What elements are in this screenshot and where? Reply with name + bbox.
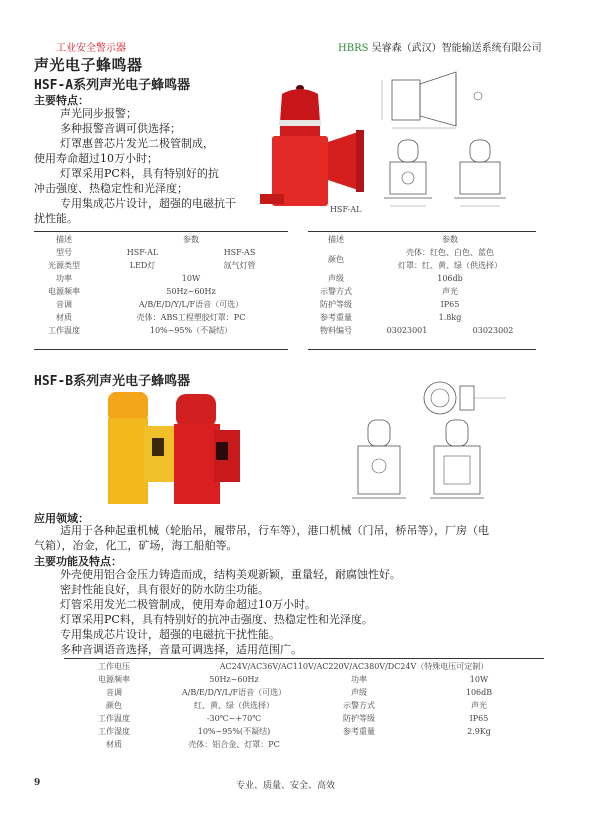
table-row	[64, 660, 544, 673]
table-cell: 型号	[56, 248, 72, 257]
table-cell: 壳体：红色、白色、蓝色	[406, 248, 494, 257]
table-cell: HSF-AS	[223, 248, 256, 257]
table-header-row	[34, 233, 288, 246]
table-cell: 1.8kg	[438, 313, 462, 322]
table-cell: 防护等级	[320, 300, 352, 309]
table-cell: 10W	[181, 274, 201, 283]
footer-slogan: 专业、质量、安全、高效	[236, 781, 336, 791]
hsf-b-front-drawing	[344, 416, 414, 506]
table-row	[64, 673, 544, 686]
table-cell: 功率	[56, 274, 72, 283]
table-cell: 工作温度	[98, 714, 130, 723]
feature-line: 灯管采用发光二极管制成，使用寿命超过10万小时。	[60, 598, 316, 611]
table-cell: IP65	[440, 300, 460, 309]
section-b-features	[34, 567, 554, 657]
table-cell	[304, 738, 414, 751]
hsf-a-side-drawing	[380, 66, 498, 134]
feature-line: 使用寿命超过10万小时；	[34, 152, 158, 165]
application-line: 气箱），冶金，化工，矿场，海工船舶等。	[34, 539, 238, 552]
feature-line: 外壳使用铝合金压力铸造而成，结构美观新颖，重量轻，耐腐蚀性好。	[60, 568, 401, 581]
hsf-a-front-drawing	[380, 136, 440, 216]
table-cell: 03023001	[386, 326, 428, 335]
table-row	[34, 285, 288, 298]
hsf-b-side-drawing	[424, 416, 494, 506]
page-title: 声光电子蜂鸣器	[34, 56, 143, 74]
table-cell: HSF-AL	[126, 248, 159, 257]
feature-line: 多种报警音调可供选择；	[60, 122, 181, 135]
feature-line: 密封性能良好，具有很好的防水防尘功能。	[60, 583, 269, 596]
table-cell: 音调	[106, 688, 122, 697]
product-caption: HSF-AL	[330, 205, 362, 214]
section-a-features-heading: 主要特点：	[34, 94, 89, 107]
table-row	[64, 686, 544, 699]
table-cell: 声级	[351, 688, 367, 697]
table-cell: 光源类型	[48, 261, 80, 270]
table-header-cell: 参数	[183, 235, 199, 244]
table-row	[64, 699, 544, 712]
table-cell: 电源频率	[98, 675, 130, 684]
table-header-cell: 参数	[442, 235, 458, 244]
application-text	[34, 523, 562, 553]
table-row	[308, 272, 536, 285]
header-company	[338, 39, 542, 54]
table-cell: 材质	[106, 740, 122, 749]
table-row	[34, 324, 288, 337]
hsf-b-product-image	[104, 390, 246, 508]
header-category: 工业安全警示器	[56, 43, 126, 54]
table-cell: 106db	[437, 274, 463, 283]
table-cell: 声光	[442, 287, 458, 296]
feature-line: 灯罩采用PC料，具有特别好的抗	[60, 167, 219, 180]
application-heading: 应用领域：	[34, 512, 89, 525]
hsf-al-product-image	[252, 82, 372, 212]
table-cell: 工作湿度	[98, 727, 130, 736]
table-cell: -30℃~+70℃	[206, 714, 262, 723]
section-b-title: HSF-B系列声光电子蜂鸣器	[34, 374, 191, 389]
table-row	[34, 298, 288, 311]
table-cell: 壳体：ABS工程塑胶灯罩：PC	[136, 313, 246, 322]
table-row	[34, 311, 288, 324]
table-row	[64, 725, 544, 738]
spec-table-a-left	[34, 233, 288, 337]
table-cell: 音调	[56, 300, 72, 309]
feature-line: 专用集成芯片设计，超强的电磁抗干扰性能。	[60, 628, 280, 641]
table-row	[34, 272, 288, 285]
table-cell: 2.9Kg	[467, 727, 491, 736]
table-cell: 10%~95%(不凝结)	[197, 727, 271, 736]
table-cell: AC24V/AC36V/AC110V/AC220V/AC380V/DC24V（特殊电压可定制）	[219, 662, 489, 671]
table-cell: A/B/E/D/Y/L/F语音（可选）	[138, 300, 244, 309]
table-cell: 颜色	[106, 701, 122, 710]
spec-table-a-right	[308, 233, 536, 337]
table-row	[64, 712, 544, 725]
spec-table-b	[64, 660, 544, 751]
table-cell	[414, 738, 544, 751]
section-a-features	[34, 106, 264, 226]
table-cell: 材质	[56, 313, 72, 322]
table-cell: 防护等级	[343, 714, 375, 723]
table-cell: 电源频率	[48, 287, 80, 296]
table-cell: 示警方式	[320, 287, 352, 296]
table-row	[64, 738, 544, 751]
table-row	[308, 311, 536, 324]
table-cell: 106dB	[465, 688, 493, 697]
feature-line: 扰性能。	[34, 212, 78, 225]
table-cell: 工作电压	[98, 662, 130, 671]
table-cell: 功率	[351, 675, 367, 684]
table-cell: IP65	[469, 714, 489, 723]
hsf-b-top-drawing	[412, 378, 512, 416]
table-cell: LED灯	[129, 261, 156, 270]
table-cell: 声级	[328, 274, 344, 283]
section-a-title: HSF-A系列声光电子蜂鸣器	[34, 78, 191, 93]
table-cell: 50Hz~60Hz	[209, 675, 259, 684]
table-cell: 示警方式	[343, 701, 375, 710]
table-cell: 50Hz~60Hz	[166, 287, 216, 296]
hsf-a-rear-drawing	[450, 136, 512, 216]
table-row	[308, 246, 536, 259]
table-cell: 参考重量	[320, 313, 352, 322]
table-cell: A/B/E/D/Y/L/F语音（可选）	[181, 688, 287, 697]
section-b-features-heading: 主要功能及特点：	[34, 555, 122, 568]
feature-line: 声光同步报警；	[60, 107, 137, 120]
table-cell: 颜色	[328, 254, 344, 264]
table-header-cell: 描述	[328, 235, 344, 244]
table-cell: 工作温度	[48, 326, 80, 335]
table-cell: 物料编号	[320, 326, 352, 335]
feature-line: 灯罩惠普芯片发光二极管制成，	[60, 137, 214, 150]
table-cell: 氙气灯管	[223, 261, 256, 270]
table-row	[34, 259, 288, 272]
table-header-cell: 描述	[56, 235, 72, 244]
table-cell: 10%~95%（不凝结）	[149, 326, 233, 335]
table-row	[308, 324, 536, 337]
table-header-row	[308, 233, 536, 246]
feature-line: 专用集成芯片设计，超强的电磁抗干	[60, 197, 236, 210]
brand-logo-text: HBRS	[338, 43, 369, 54]
company-name: 吴睿森（武汉）智能输送系统有限公司	[368, 43, 542, 54]
table-cell: 红、黄、绿（供选择）	[194, 701, 274, 710]
table-cell: 壳体：铝合金、灯罩：PC	[188, 740, 280, 749]
application-line: 适用于各种起重机械（轮胎吊，履带吊，行车等），港口机械（门吊，桥吊等），厂房（电	[60, 524, 489, 537]
page-number: 9	[34, 778, 41, 788]
table-cell: 03023002	[472, 326, 514, 335]
feature-line: 冲击强度、热稳定性和光泽度；	[34, 182, 188, 195]
table-cell: 灯罩：红、黄、绿（供选择）	[398, 261, 502, 270]
table-cell: 10W	[469, 675, 489, 684]
table-row	[308, 298, 536, 311]
table-row	[308, 285, 536, 298]
feature-line: 灯罩采用PC料，具有特别好的抗冲击强度、热稳定性和光泽度。	[60, 613, 373, 626]
feature-line: 多种音调语音选择，音量可调选择，适用范围广。	[60, 643, 302, 656]
table-cell: 声光	[471, 701, 487, 710]
table-cell: 参考重量	[343, 727, 375, 736]
table-row	[34, 246, 288, 259]
